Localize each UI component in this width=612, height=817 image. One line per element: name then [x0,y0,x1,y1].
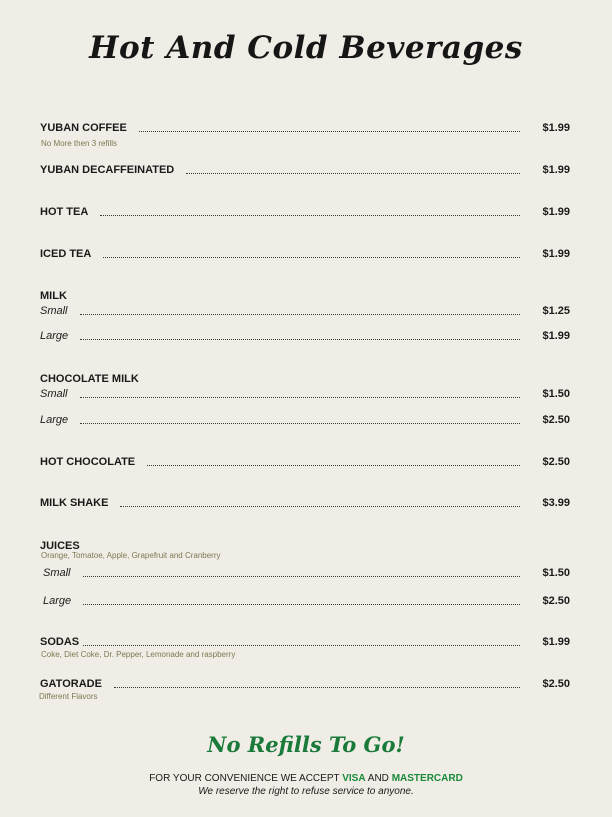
payment-notice [0,773,612,784]
item-name: GATORADE [40,678,102,690]
dot-leader [80,305,520,315]
dot-leader [83,567,520,577]
payment-prefix: FOR YOUR CONVENIENCE WE ACCEPT [149,773,340,784]
item-size: Small [43,567,71,579]
item-name: ICED TEA [40,248,92,260]
item-name: YUBAN DECAFFEINATED [40,164,175,176]
menu-item-juices-large [43,595,570,611]
menu-item-gatorade [40,678,570,694]
item-price: $1.99 [542,330,570,342]
dot-leader [114,678,520,688]
menu-item-milk-small [40,305,570,321]
item-price: $1.50 [542,567,570,579]
item-price: $1.50 [542,388,570,400]
item-name: HOT TEA [40,206,89,218]
menu-item-yuban-coffee [40,122,570,138]
menu-item-chocolate-milk-small [40,388,570,404]
menu-item-iced-tea [40,248,570,264]
menu-item-hot-chocolate [40,456,570,472]
menu-section-chocolate-milk: CHOCOLATE MILK [40,373,139,385]
and-label: AND [367,773,389,784]
menu-item-juices-small [43,567,570,583]
menu-title: Hot And Cold Beverages [89,30,523,66]
item-price: $1.99 [542,636,570,648]
menu-item-hot-tea [40,206,570,222]
item-price: $2.50 [542,456,570,468]
dot-leader [83,636,520,646]
dot-leader [80,330,520,340]
dot-leader [100,206,520,216]
menu-item-milk-shake [40,497,570,513]
menu-section-juices: JUICES [40,540,80,552]
menu-item-chocolate-milk-large [40,414,570,430]
item-price: $1.99 [542,248,570,260]
item-price: $1.99 [542,206,570,218]
item-name: YUBAN COFFEE [40,122,127,134]
item-price: $2.50 [542,595,570,607]
menu-item-milk-large [40,330,570,346]
item-price: $1.99 [542,164,570,176]
item-note: Orange, Tomatoe, Apple, Grapefruit and Cranberry [41,551,221,560]
dot-leader [83,595,520,605]
dot-leader [147,456,520,466]
visa-label: VISA [342,773,366,784]
menu-section-milk: MILK [40,290,67,302]
item-price: $2.50 [542,678,570,690]
dot-leader [80,388,520,398]
item-price: $1.25 [542,305,570,317]
item-size: Large [43,595,72,607]
item-size: Small [40,305,68,317]
item-name: HOT CHOCOLATE [40,456,136,468]
dot-leader [80,414,520,424]
no-refills-slogan: No Refills To Go! [207,732,405,757]
item-price: $3.99 [542,497,570,509]
dot-leader [186,164,520,174]
item-note: Coke, Diet Coke, Dr. Pepper, Lemonade and raspberry [41,650,236,659]
item-note: Different Flavors [39,692,98,701]
dot-leader [139,122,520,132]
item-price: $1.99 [542,122,570,134]
dot-leader [120,497,520,507]
menu-item-yuban-decaf [40,164,570,180]
dot-leader [103,248,520,258]
item-size: Large [40,414,69,426]
reserve-right-notice: We reserve the right to refuse service to anyone. [198,786,414,797]
item-note: No More then 3 refills [41,139,118,148]
item-name: SODAS [40,636,80,648]
item-price: $2.50 [542,414,570,426]
mastercard-label: MASTERCARD [391,773,463,784]
item-size: Small [40,388,68,400]
item-name: MILK SHAKE [40,497,109,509]
item-size: Large [40,330,69,342]
